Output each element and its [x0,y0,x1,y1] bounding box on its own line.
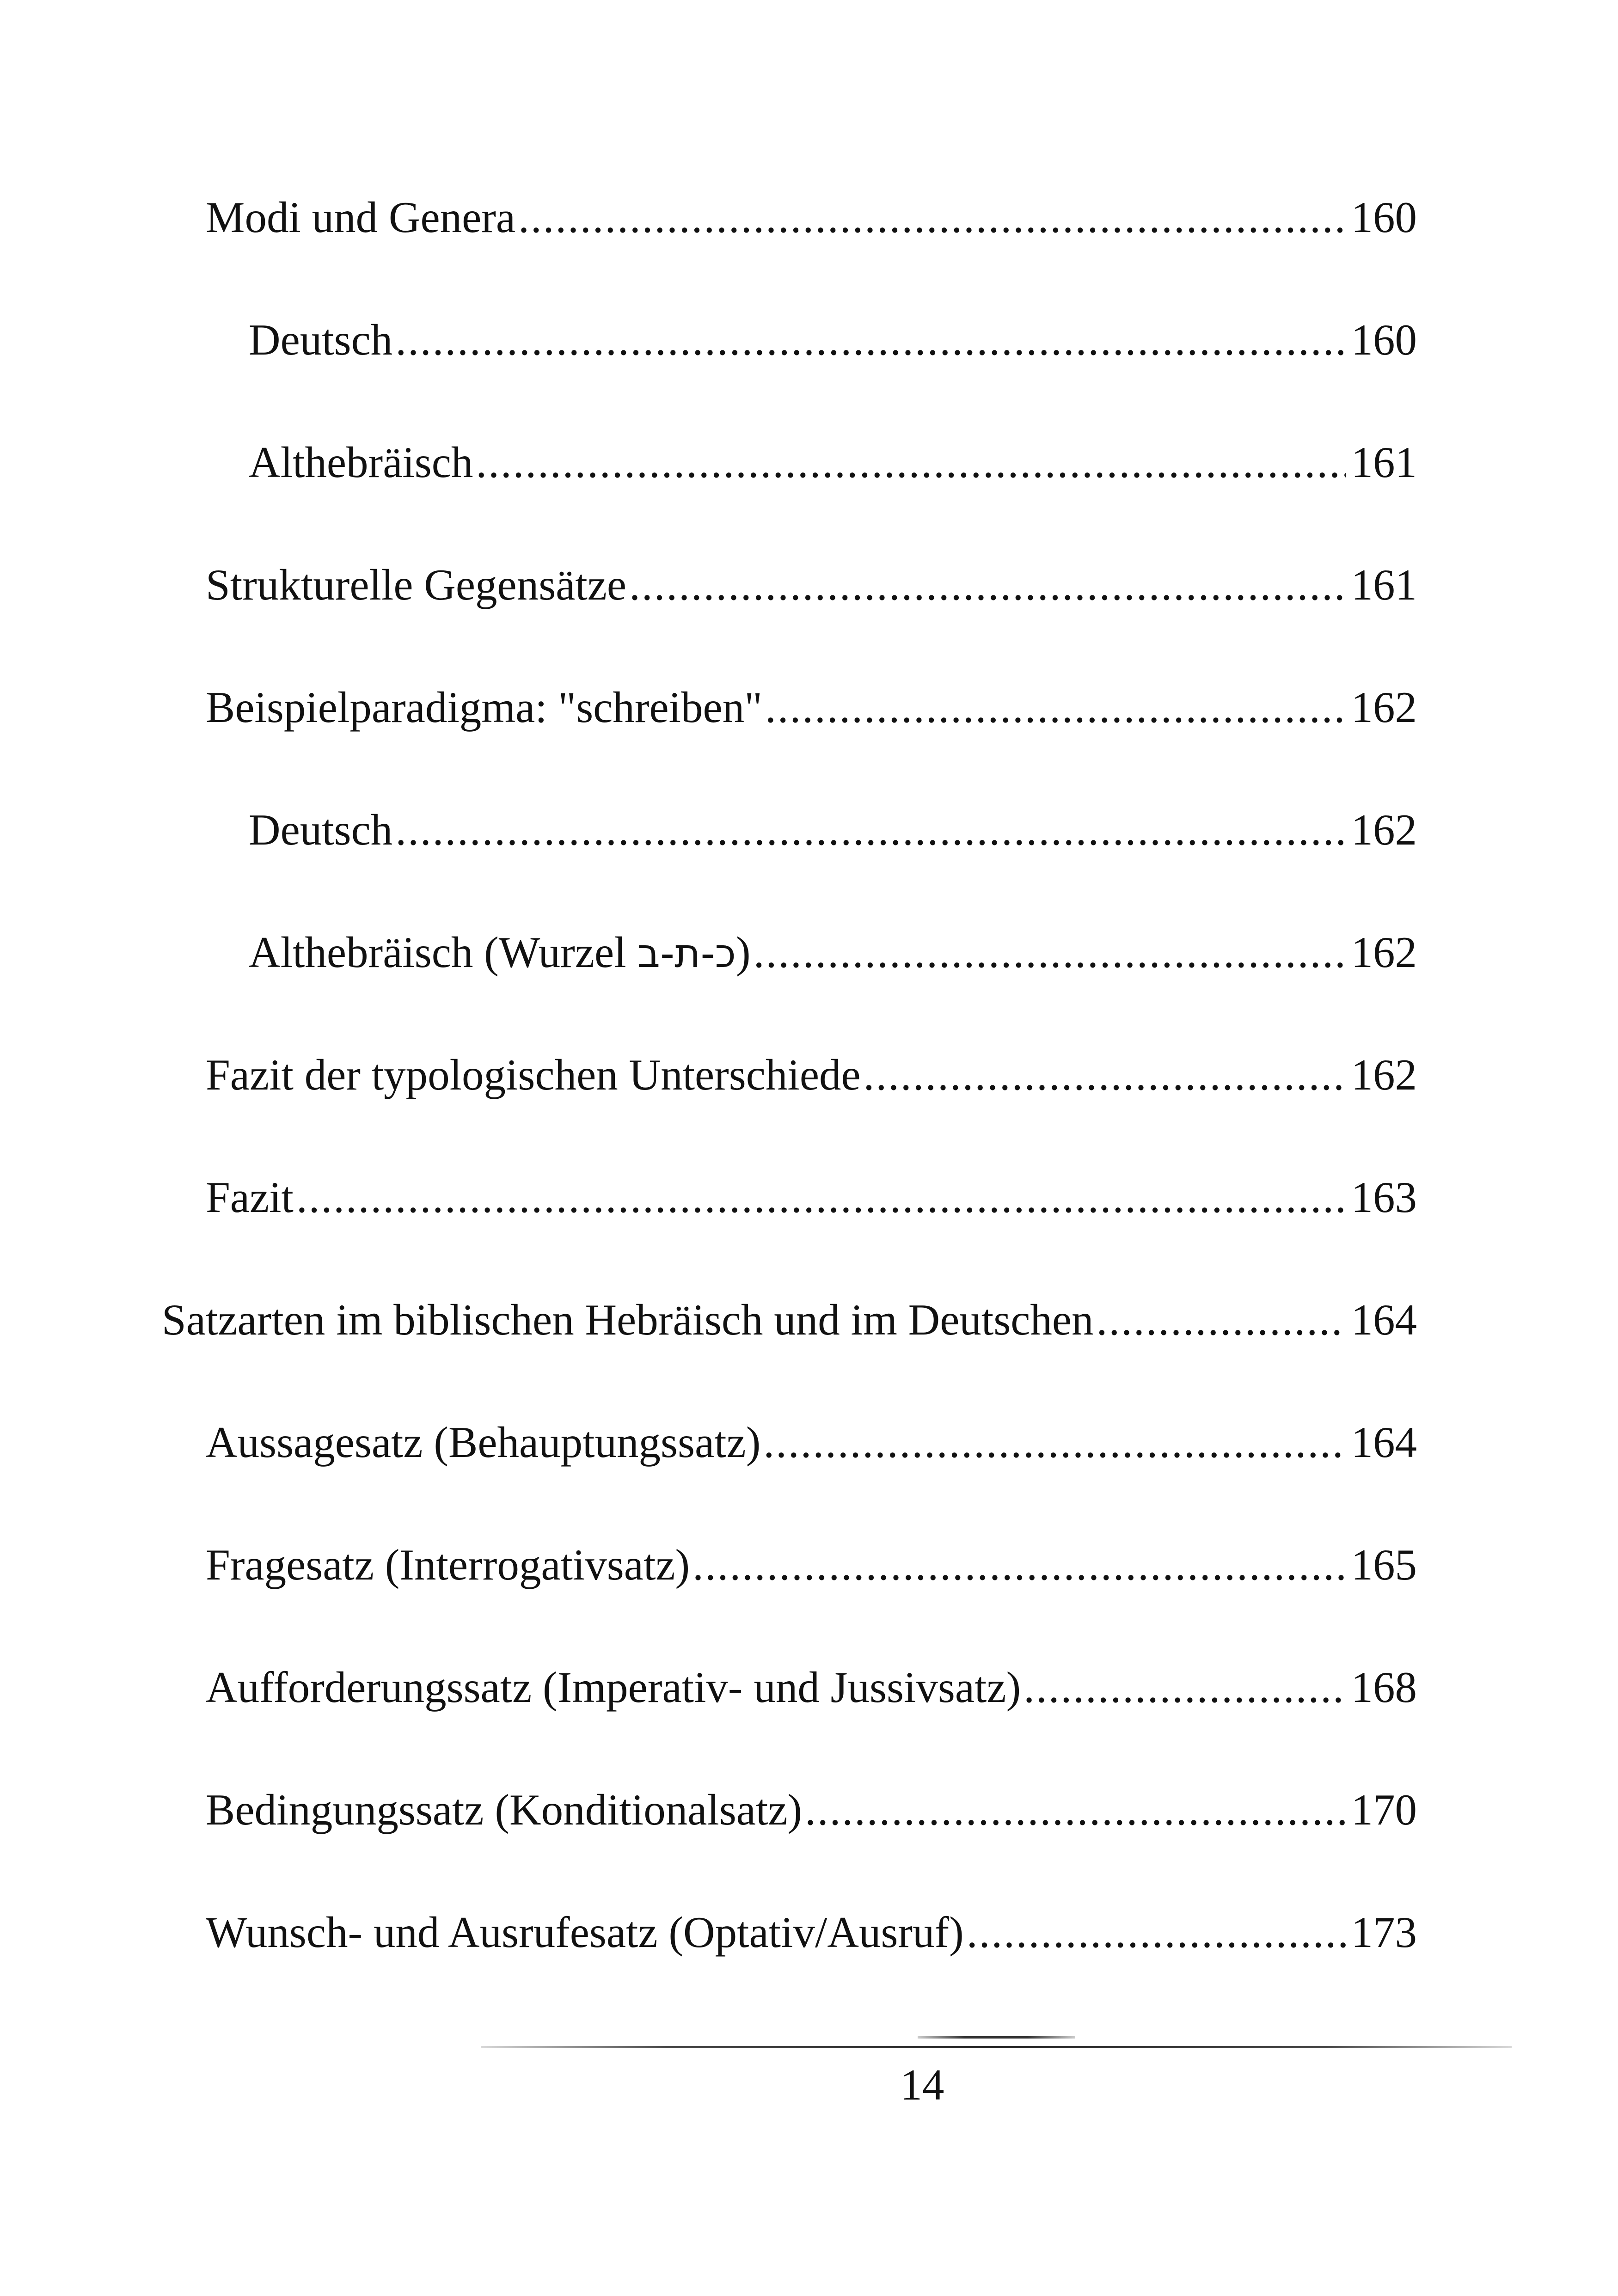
toc-entry-title-prefix: Althebräisch (Wurzel [249,928,637,977]
toc-entry-page: 160 [1351,315,1417,364]
toc-entry-title: Strukturelle Gegensätze [206,560,627,609]
toc-entry-satzarten[interactable] [162,1287,1417,1352]
toc-entry-title-suffix: ) [736,928,751,977]
toc-entry-title: Aussagesatz (Behauptungssatz) [206,1418,761,1467]
toc-entry-title: Aufforderungssatz (Imperativ- und Jussivsatz) [206,1663,1021,1712]
dot-leader [476,430,1345,495]
toc-entry-page: 163 [1351,1173,1417,1222]
toc-entry-wunschsatz[interactable] [206,1900,1417,1965]
toc-entry-title: Satzarten im biblischen Hebräisch und im Deutschen [162,1295,1094,1344]
toc-entry-title [249,920,754,985]
toc-entry-title: Fragesatz (Interrogativsatz) [206,1540,690,1589]
hebrew-root: כ-ת-ב [637,931,736,977]
toc-entry-title: Fazit der typologischen Unterschiede [206,1050,861,1099]
dot-leader [518,185,1345,250]
toc-entry-page: 162 [1351,1050,1417,1099]
dot-leader [763,1410,1345,1475]
toc-entry-page: 165 [1351,1540,1417,1589]
toc-entry-page: 161 [1351,438,1417,487]
toc-entry-page: 164 [1351,1295,1417,1344]
footer-divider [481,2046,1512,2048]
toc-entry-strukturelle-gegensaetze[interactable] [206,552,1417,617]
dot-leader [805,1777,1345,1842]
toc-entry-althebraeisch[interactable] [249,430,1417,495]
dot-leader [629,552,1345,617]
toc-entry-title: Althebräisch [249,438,473,487]
dot-leader [967,1900,1346,1965]
toc-entry-title: Deutsch [249,805,393,854]
dot-leader [395,797,1345,862]
dot-leader [1097,1287,1346,1352]
toc-entry-page: 162 [1351,683,1417,732]
toc-entry-aufforderungssatz[interactable] [206,1655,1417,1720]
dot-leader [765,675,1346,740]
toc-entry-title: Bedingungssatz (Konditionalsatz) [206,1785,803,1834]
dot-leader [864,1042,1346,1107]
toc-entry-deutsch-2[interactable] [249,797,1417,862]
toc-entry-title: Wunsch- und Ausrufesatz (Optativ/Ausruf) [206,1908,964,1957]
toc-entry-deutsch[interactable] [249,307,1417,372]
toc-entry-title: Beispielparadigma: "schreiben" [206,683,762,732]
toc-entry-page: 160 [1351,193,1417,242]
toc-entry-page: 161 [1351,560,1417,609]
toc-entry-aussagesatz[interactable] [206,1410,1417,1475]
toc-entry-modi-und-genera[interactable] [206,185,1417,250]
page-number: 14 [900,2060,944,2109]
toc-entry-fazit[interactable] [206,1165,1417,1230]
dot-leader [296,1165,1346,1230]
dot-leader [693,1532,1345,1597]
toc-entry-beispielparadigma[interactable] [206,675,1417,740]
toc-entry-fazit-typologisch[interactable] [206,1042,1417,1107]
toc-entry-page: 170 [1351,1785,1417,1834]
toc-entry-page: 168 [1351,1663,1417,1712]
toc-entry-page: 173 [1351,1908,1417,1957]
toc-entry-page: 164 [1351,1418,1417,1467]
dot-leader [1024,1655,1345,1720]
toc-entry-althebraeisch-wurzel[interactable] [249,920,1417,985]
dot-leader [754,920,1346,985]
toc-entry-page: 162 [1351,928,1417,977]
toc-entry-bedingungssatz[interactable] [206,1777,1417,1842]
footer-ornament-rule [918,2036,1075,2039]
toc-entry-fragesatz[interactable] [206,1532,1417,1597]
toc-entry-title: Deutsch [249,315,393,364]
toc-entry-title: Fazit [206,1173,294,1222]
dot-leader [395,307,1345,372]
toc-entry-title: Modi und Genera [206,193,516,242]
toc-entry-page: 162 [1351,805,1417,854]
